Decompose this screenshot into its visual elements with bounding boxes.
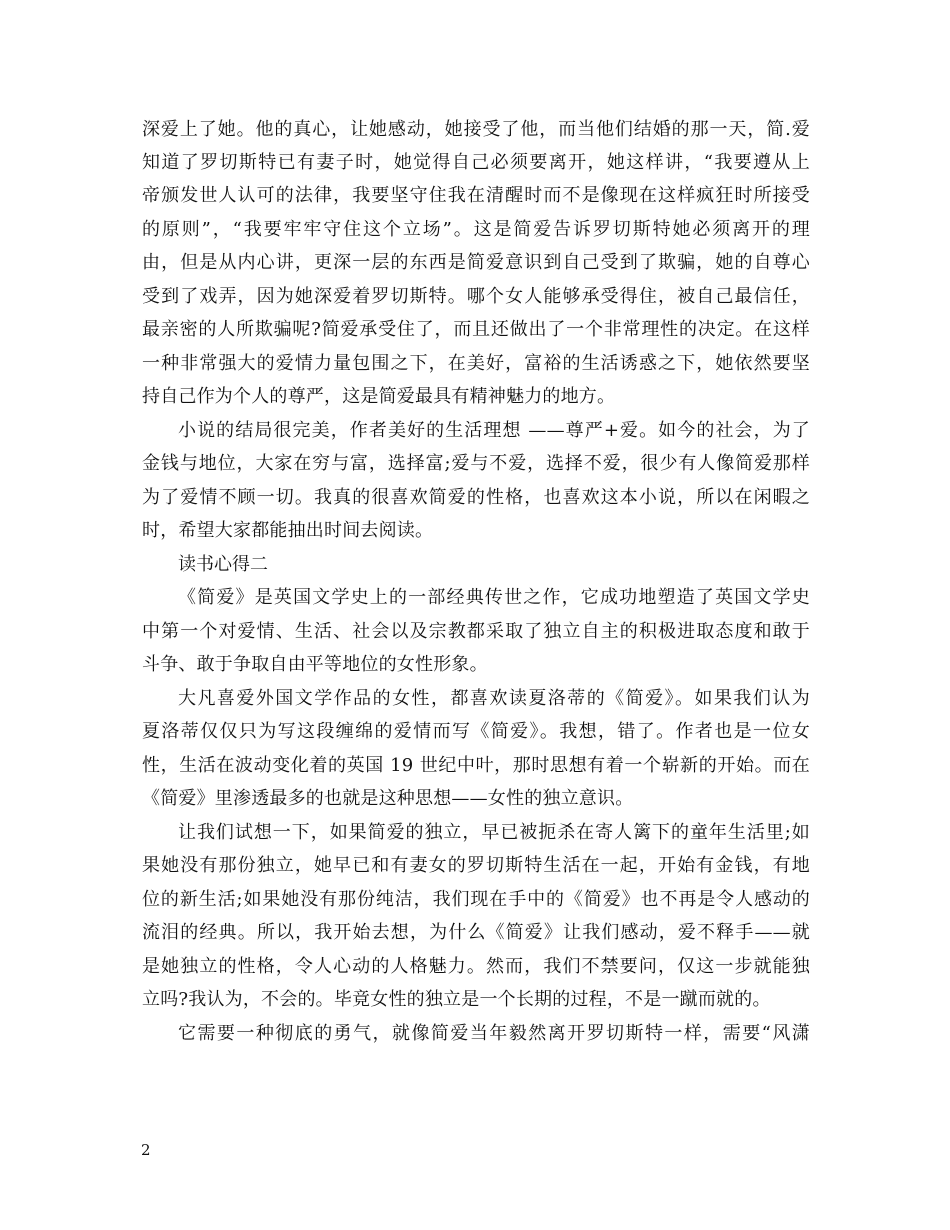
paragraph-line: 大凡喜爱外国文学作品的女性，都喜欢读夏洛蒂的《简爱》。如果我们认为	[178, 688, 810, 709]
paragraph-line: 立吗?我认为，不会的。毕竟女性的独立是一个长期的过程，不是一蹴而就的。	[142, 989, 771, 1010]
paragraph-line: 深爱上了她。他的真心，让她感动，她接受了他，而当他们结婚的那一天，简.爱	[142, 119, 810, 140]
paragraph-line: 持自己作为个人的尊严，这是简爱最具有精神魅力的地方。	[142, 386, 616, 407]
paragraph-line: 时，希望大家都能抽出时间去阅读。	[142, 520, 434, 541]
paragraph-line: 为了爱情不顾一切。我真的很喜欢简爱的性格，也喜欢这本小说，所以在闲暇之	[142, 487, 810, 508]
section-heading: 读书心得二	[178, 554, 268, 575]
paragraph-line: 中第一个对爱情、生活、社会以及宗教都采取了独立自主的积极进取态度和敢于	[142, 621, 810, 642]
paragraph-line: 它需要一种彻底的勇气，就像简爱当年毅然离开罗切斯特一样，需要“风潇	[178, 1023, 810, 1044]
paragraph-line: 位的新生活;如果她没有那份纯洁，我们现在手中的《简爱》也不再是令人感动的	[142, 889, 810, 910]
paragraph-line: 《简爱》里渗透最多的也就是这种思想——女性的独立意识。	[142, 788, 634, 809]
page-number: 2	[141, 1141, 151, 1159]
paragraph-line: 受到了戏弄，因为她深爱着罗切斯特。哪个女人能够承受得住，被自己最信任，	[142, 286, 810, 307]
paragraph-line: 性，生活在波动变化着的英国 19 世纪中叶，那时思想有着一个崭新的开始。而在	[142, 755, 810, 776]
paragraph-line: 果她没有那份独立，她早已和有妻女的罗切斯特生活在一起，开始有金钱，有地	[142, 855, 810, 876]
paragraph-line: 帝颁发世人认可的法律，我要坚守住我在清醒时而不是像现在这样疯狂时所接受	[142, 185, 810, 206]
paragraph-line: 金钱与地位，大家在穷与富，选择富;爱与不爱，选择不爱，很少有人像简爱那样	[142, 453, 810, 474]
paragraph-line: 由，但是从内心讲，更深一层的东西是简爱意识到自己受到了欺骗，她的自尊心	[142, 252, 810, 273]
paragraph-line: 小说的结局很完美，作者美好的生活理想 ——尊严+爱。如今的社会，为了	[178, 420, 810, 441]
paragraph-line: 一种非常强大的爱情力量包围之下，在美好，富裕的生活诱惑之下，她依然要坚	[142, 353, 810, 374]
paragraph-line: 夏洛蒂仅仅只为写这段缠绵的爱情而写《简爱》。我想，错了。作者也是一位女	[142, 721, 810, 742]
paragraph-line: 《简爱》是英国文学史上的一部经典传世之作，它成功地塑造了英国文学史	[178, 587, 810, 608]
paragraph-line: 是她独立的性格，令人心动的人格魅力。然而，我们不禁要问，仅这一步就能独	[142, 956, 810, 977]
paragraph-line: 斗争、敢于争取自由平等地位的女性形象。	[142, 654, 488, 675]
paragraph-line: 最亲密的人所欺骗呢?简爱承受住了，而且还做出了一个非常理性的决定。在这样	[142, 319, 810, 340]
paragraph-line: 的原则”，“我要牢牢守住这个立场”。这是简爱告诉罗切斯特她必须离开的理	[142, 219, 810, 240]
paragraph-line: 让我们试想一下，如果简爱的独立，早已被扼杀在寄人篱下的童年生活里;如	[178, 822, 810, 843]
paragraph-line: 流泪的经典。所以，我开始去想，为什么《简爱》让我们感动，爱不释手——就	[142, 922, 810, 943]
paragraph-line: 知道了罗切斯特已有妻子时，她觉得自己必须要离开，她这样讲，“我要遵从上	[142, 152, 810, 173]
